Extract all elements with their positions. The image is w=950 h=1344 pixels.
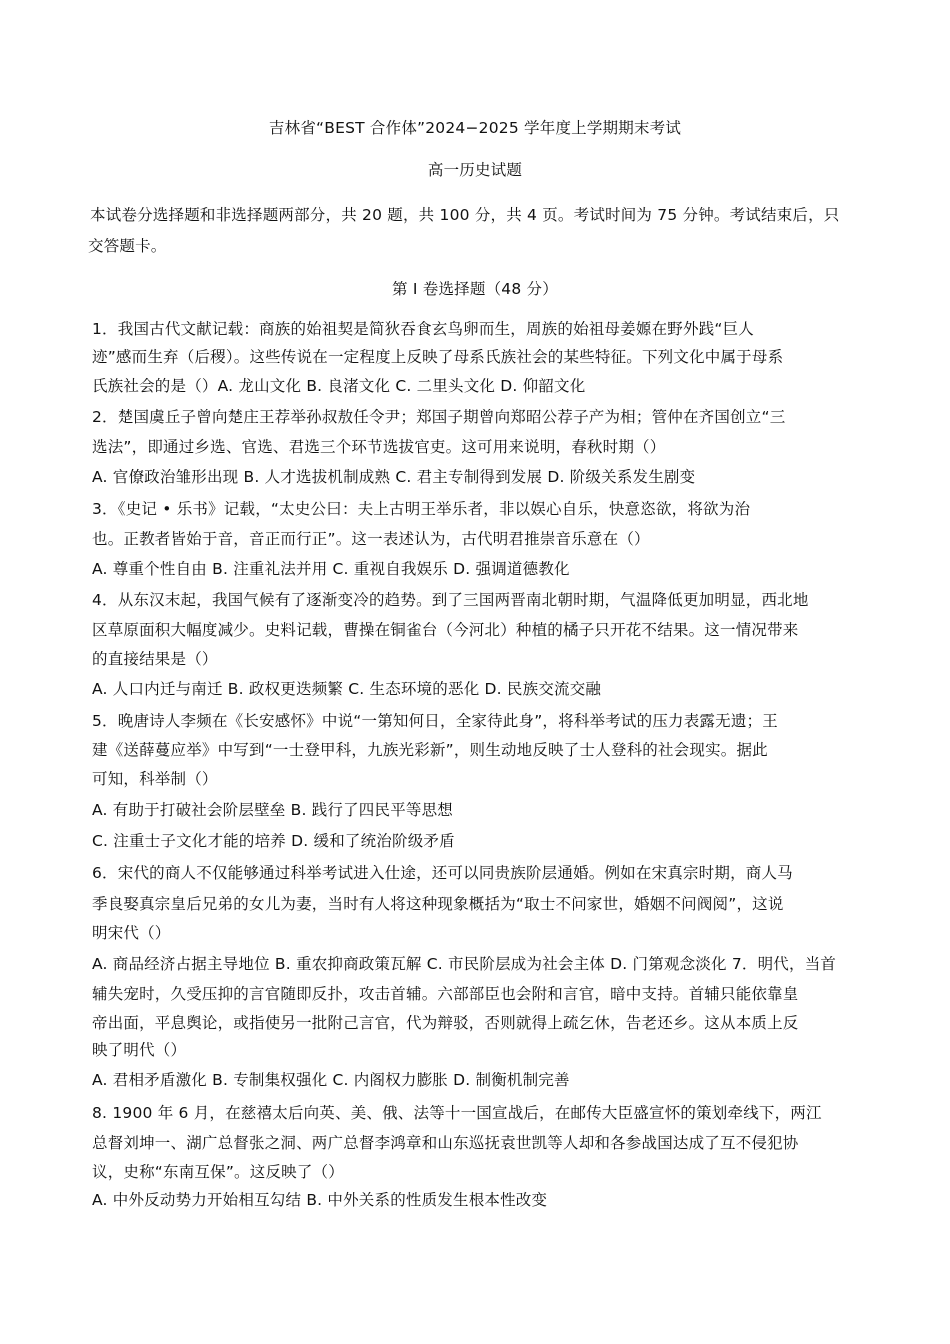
- question-5-line: 建《送薛蔓应举》中写到“一士登甲科，九族光彩新”，则生动地反映了士人登科的社会现实。据此: [92, 741, 768, 759]
- question-7-options: A. 君相矛盾激化 B. 专制集权强化 C. 内阁权力膨胀 D. 制衡机制完善: [92, 1071, 570, 1089]
- question-6-line: 6．宋代的商人不仅能够通过科举考试进入仕途，还可以同贵族阶层通婚。例如在宋真宗时期，商人马: [92, 864, 793, 882]
- instruction-line: 交答题卡。: [88, 237, 167, 255]
- question-5-line: 可知，科举制（）: [92, 770, 218, 788]
- question-7-line: 帝出面，平息舆论，或指使另一批附己言官，代为辩驳，否则就得上疏乞休，告老还乡。这从本质上反: [92, 1014, 799, 1032]
- question-8-line: 议，史称“东南互保”。这反映了（）: [92, 1163, 344, 1181]
- question-5-options: A. 有助于打破社会阶层壁垒 B. 践行了四民平等思想: [92, 801, 454, 819]
- question-3-options: A. 尊重个性自由 B. 注重礼法并用 C. 重视自我娱乐 D. 强调道德教化: [92, 560, 570, 578]
- question-3-line: 也。正教者皆始于音，音正而行正”。这一表述认为，古代明君推崇音乐意在（）: [92, 530, 650, 548]
- instruction-line: 本试卷分选择题和非选择题两部分，共 20 题，共 100 分，共 4 页。考试时间为 75 分钟。考试结束后，只: [90, 206, 840, 224]
- question-8-line: 8. 1900 年 6 月，在慈禧太后向英、美、俄、法等十一国宣战后，在邮传大臣盛宣怀的策划牵线下，两江: [92, 1104, 822, 1122]
- question-2-options: A. 官僚政治雏形出现 B. 人才选拔机制成熟 C. 君主专制得到发展 D. 阶级关系发生剧变: [92, 468, 696, 486]
- question-1-line: 氏族社会的是（）A. 龙山文化 B. 良渚文化 C. 二里头文化 D. 仰韶文化: [92, 377, 586, 395]
- exam-subtitle: 高一历史试题: [427, 161, 523, 179]
- question-5-line: 5．晚唐诗人李频在《长安感怀》中说“一第知何日，全家待此身”，将科举考试的压力表露无遗；王: [92, 712, 778, 730]
- question-8-options: A. 中外反动势力开始相互勾结 B. 中外关系的性质发生根本性改变: [92, 1191, 548, 1209]
- question-6-options: A. 商品经济占据主导地位 B. 重农抑商政策瓦解 C. 市民阶层成为社会主体 D. 门第观念淡化 7．明代，当首: [92, 955, 837, 973]
- question-6-line: 季良娶真宗皇后兄弟的女儿为妻，当时有人将这种现象概括为“取士不问家世，婚姻不问阀阅”，这说: [92, 895, 784, 913]
- question-4-line: 区草原面积大幅度减少。史料记载，曹操在铜雀台（今河北）种植的橘子只开花不结果。这一情况带来: [92, 621, 799, 639]
- question-4-options: A. 人口内迁与南迁 B. 政权更迭频繁 C. 生态环境的恶化 D. 民族交流交融: [92, 680, 602, 698]
- question-7-line: 映了明代（）: [92, 1041, 187, 1059]
- question-2-line: 2．楚国虞丘子曾向楚庄王荐举孙叔敖任令尹；郑国子期曾向郑昭公荐子产为相；管仲在齐国创立“三: [92, 408, 786, 426]
- question-1-line: 迹”感而生弃（后稷）。这些传说在一定程度上反映了母系氏族社会的某些特征。下列文化中属于母系: [92, 348, 784, 366]
- question-4-line: 的直接结果是（）: [92, 650, 218, 668]
- question-2-line: 选法”，即通过乡选、官选、君选三个环节选拔官吏。这可用来说明，春秋时期（）: [92, 438, 666, 456]
- question-4-line: 4．从东汉末起，我国气候有了逐渐变冷的趋势。到了三国两晋南北朝时期，气温降低更加明显，西北地: [92, 591, 809, 609]
- question-3-line: 3．《史记 • 乐书》记载，“太史公曰：夫上古明王举乐者，非以娱心自乐，快意恣欲，将欲为治: [92, 500, 751, 518]
- question-7-line: 辅失宠时，久受压抑的言官随即反扑，攻击首辅。六部部臣也会附和言官，暗中支持。首辅只能依靠皇: [92, 985, 799, 1003]
- question-8-line: 总督刘坤一、湖广总督张之洞、两广总督李鸿章和山东巡抚袁世凯等人却和各参战国达成了互不侵犯协: [92, 1134, 799, 1152]
- exam-title: 吉林省“BEST 合作体”2024−2025 学年度上学期期末考试: [268, 119, 682, 137]
- question-6-line: 明宋代（）: [92, 924, 171, 942]
- section-title: 第 I 卷选择题（48 分）: [392, 280, 558, 298]
- question-5-options: C. 注重士子文化才能的培养 D. 缓和了统治阶级矛盾: [92, 832, 455, 850]
- question-1-line: 1．我国古代文献记载：商族的始祖契是简狄吞食玄鸟卵而生，周族的始祖母姜嫄在野外践“巨人: [92, 320, 754, 338]
